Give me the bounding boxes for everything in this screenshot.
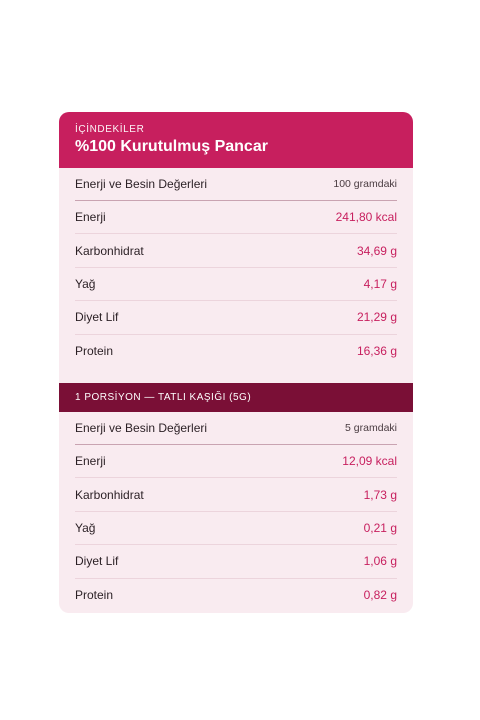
product-title: %100 Kurutulmuş Pancar: [75, 138, 268, 155]
nutrient-value: 0,21 g: [363, 520, 397, 535]
table-100g: [59, 168, 413, 367]
nutrient-label: Enerji: [75, 210, 106, 225]
table-5g: [59, 412, 413, 611]
table-header-per: 5 gramdaki: [345, 421, 397, 434]
table-header-label: Enerji ve Besin Değerleri: [75, 177, 208, 191]
nutrient-row-fiber: [75, 301, 397, 334]
nutrient-label: Enerji: [75, 454, 106, 469]
nutrient-value: 4,17 g: [363, 276, 397, 291]
nutrient-label: Karbonhidrat: [75, 243, 144, 258]
table-header: [75, 412, 397, 445]
nutrient-row-carbs: [75, 234, 397, 267]
nutrient-value: 1,06 g: [363, 554, 397, 569]
nutrient-value: 0,82 g: [363, 587, 397, 602]
nutrient-value: 12,09 kcal: [342, 454, 397, 469]
nutrient-value: 34,69 g: [356, 243, 397, 258]
ingredients-header: [59, 112, 413, 168]
nutrient-label: Diyet Lif: [75, 554, 119, 569]
ingredients-kicker: İÇİNDEKİLER: [75, 124, 145, 135]
nutrient-label: Protein: [75, 343, 114, 358]
nutrient-label: Yağ: [75, 520, 96, 535]
nutrient-row-protein: [75, 579, 397, 611]
nutrient-row-carbs: [75, 478, 397, 511]
nutrient-label: Yağ: [75, 276, 96, 291]
table-header: [75, 168, 397, 201]
nutrient-row-protein: [75, 335, 397, 367]
nutrient-value: 241,80 kcal: [335, 210, 397, 225]
nutrient-row-energy: [75, 445, 397, 478]
table-header-label: Enerji ve Besin Değerleri: [75, 420, 208, 435]
nutrient-row-energy: [75, 201, 397, 234]
nutrient-label: Diyet Lif: [75, 310, 119, 325]
nutrient-value: 21,29 g: [356, 310, 397, 325]
nutrient-row-fat: [75, 512, 397, 545]
nutrient-label: Protein: [75, 587, 114, 602]
nutrient-value: 1,73 g: [363, 487, 397, 502]
nutrient-label: Karbonhidrat: [75, 487, 144, 502]
nutrient-row-fat: [75, 268, 397, 301]
table-header-per: 100 gramdaki: [333, 178, 397, 190]
nutrient-value: 16,36 g: [356, 343, 397, 358]
portion-bar: [59, 383, 413, 412]
portion-label: 1 PORSİYON — TATLI KAŞIĞI (5G): [75, 391, 252, 403]
nutrient-row-fiber: [75, 545, 397, 578]
nutrition-card: [59, 112, 413, 613]
